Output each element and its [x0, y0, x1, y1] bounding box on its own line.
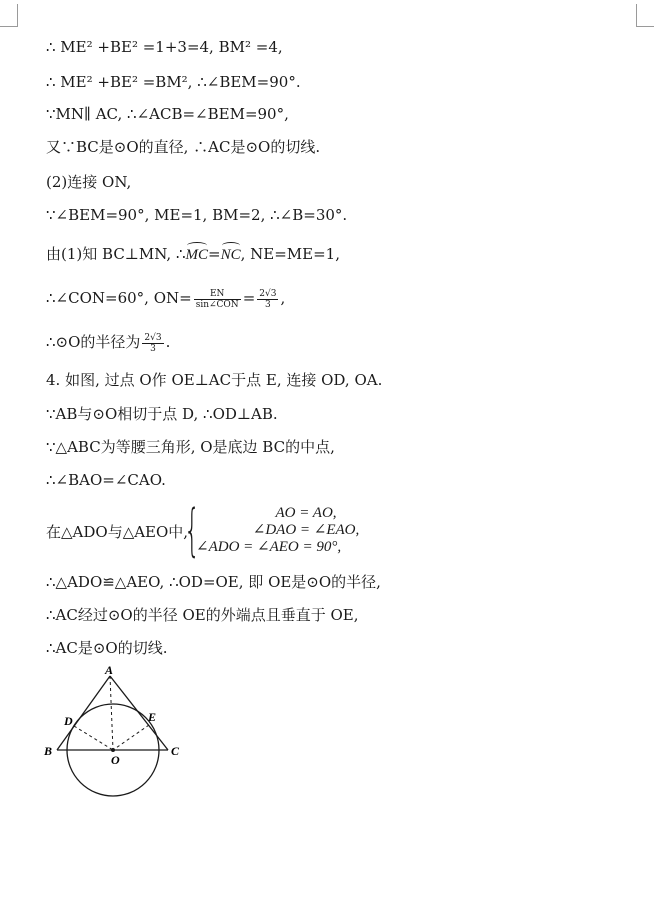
text-line: ∵∠BEM=90°, ME=1, BM=2, ∴∠B=30°. [46, 206, 348, 224]
system-equation: ∠DAO = ∠EAO, [252, 522, 360, 538]
label-a: A [105, 663, 114, 677]
page-corner-mark [0, 4, 18, 27]
fraction-numerator: 2√3 [259, 288, 277, 299]
text-segment: ∴∠CON=60°, ON= [46, 289, 192, 307]
text-segment: , [280, 289, 286, 307]
system-label: 在△ADO与△AEO中, [46, 523, 189, 541]
fraction [257, 289, 278, 310]
text-line [46, 244, 340, 265]
segment-ac [110, 676, 168, 750]
system-equations [196, 505, 416, 556]
text-line: ∴ ME² +BE² =BM², ∴∠BEM=90°. [46, 73, 301, 91]
fraction-numerator: 2√3 [144, 332, 162, 343]
fraction-numerator: EN [194, 289, 241, 300]
label-b: B [44, 744, 53, 758]
arc-nc: NC [220, 247, 241, 263]
text-segment: . [165, 333, 171, 351]
text-segment: ∴⊙O的半径为 [46, 333, 141, 351]
segment-oe-dashed [113, 725, 149, 750]
text-segment: 由(1)知 BC⊥MN, ∴ [46, 245, 186, 263]
text-line: 又∵BC是⊙O的直径, ∴AC是⊙O的切线. [46, 138, 321, 156]
page-corner-mark [636, 4, 654, 27]
text-line: ∵△ABC为等腰三角形, O是底边 BC的中点, [46, 438, 335, 456]
segment-ab [57, 676, 110, 750]
segment-od-dashed [74, 726, 113, 750]
label-o: O [111, 753, 120, 767]
text-line: ∴AC是⊙O的切线. [46, 639, 168, 657]
text-segment: , NE=ME=1, [240, 245, 340, 263]
geometry-figure [40, 662, 190, 807]
text-segment: = [208, 245, 221, 263]
text-line [46, 332, 170, 354]
label-c: C [171, 744, 180, 758]
text-line: ∴△ADO≌△AEO, ∴OD=OE, 即 OE是⊙O的半径, [46, 573, 381, 591]
text-line [46, 288, 285, 310]
arc-mc: MC [185, 247, 209, 263]
fraction [194, 289, 241, 310]
label-d: D [64, 714, 73, 728]
label-e: E [148, 710, 157, 724]
fraction-denominator: 3 [264, 299, 271, 310]
system-equation: ∠ADO = ∠AEO = 90°, [196, 539, 342, 555]
text-segment: = [242, 289, 256, 307]
segment-ao-dashed [110, 676, 113, 750]
system-equation: AO = AO, [275, 505, 337, 521]
text-line: ∵AB与⊙O相切于点 D, ∴OD⊥AB. [46, 405, 278, 423]
text-line: 4. 如图, 过点 O作 OE⊥AC于点 E, 连接 OD, OA. [46, 371, 383, 389]
text-line: ∴AC经过⊙O的半径 OE的外端点且垂直于 OE, [46, 606, 359, 624]
text-line: (2)连接 ON, [46, 173, 132, 191]
fraction [142, 333, 163, 354]
text-line: ∴ ME² +BE² =1+3=4, BM² =4, [46, 38, 283, 56]
left-brace: { [184, 498, 201, 563]
text-line: ∵MN∥ AC, ∴∠ACB=∠BEM=90°, [46, 105, 289, 123]
fraction-denominator: sin∠CON [195, 299, 239, 310]
text-line: ∴∠BAO=∠CAO. [46, 471, 166, 489]
point-o [111, 748, 115, 752]
fraction-denominator: 3 [150, 343, 156, 354]
